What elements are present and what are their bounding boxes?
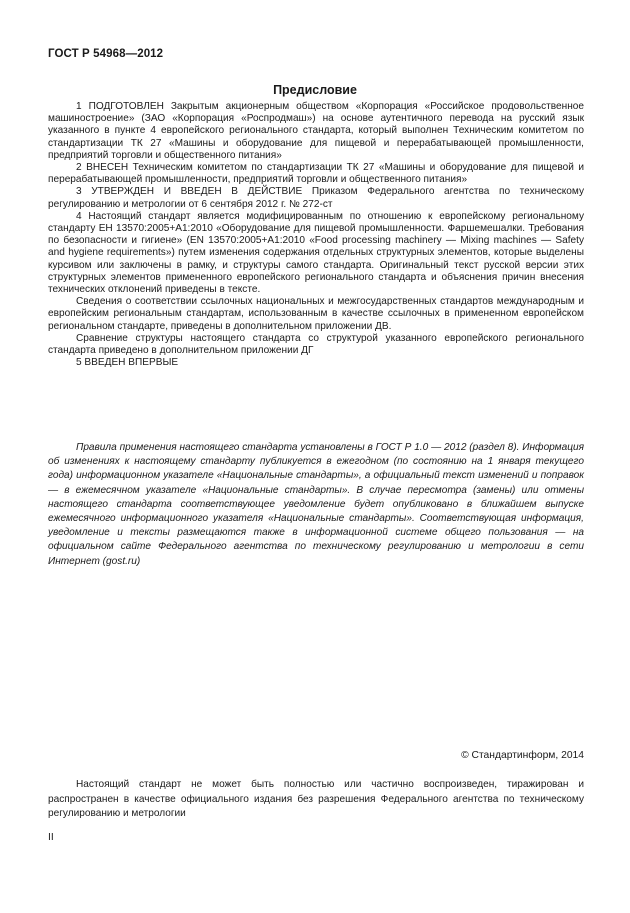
copyright-line: © Стандартинформ, 2014 bbox=[461, 750, 584, 761]
preface-body bbox=[48, 101, 584, 369]
legal-notice bbox=[48, 778, 584, 822]
preface-item-1: 1 ПОДГОТОВЛЕН Закрытым акционерным обществом «Корпорация «Российское продовольственное машиностроение» (ЗАО «Корпорация «Роспродмаш») на основе аутентичного перевода на русский язык указанного в пункте 4 европейского регионального стандарта, который выполнен Техническим комитетом по стандартизации ТК 27 «Машины и оборудование для пищевой и перерабатывающей промышленности, предприятий торговли и общественного питания» bbox=[48, 101, 584, 161]
preface-item-5: 5 ВВЕДЕН ВПЕРВЫЕ bbox=[76, 357, 179, 369]
page-title: Предисловие bbox=[273, 83, 357, 97]
preface-item-4-references: Сведения о соответствии ссылочных национальных и межгосударственных стандартов международным и европейским региональным стандартам, использованным в качестве ссылочных в примененном европейском региональном стандарте, приведены в дополнительном приложении ДВ. bbox=[48, 296, 584, 332]
notice-paragraph: Правила применения настоящего стандарта установлены в ГОСТ Р 1.0 — 2012 (раздел 8). Информация об изменениях к настоящему стандарту публикуется в ежегодном (по состоянию на 1 января текущего года) информационном указателе «Национальные стандарты», а официальный текст изменений и поправок — в ежемесячном указателе «Национальные стандарты». В случае пересмотра (замены) или отмены настоящего стандарта соответствующее уведомление будет опубликовано в ближайшем выпуске ежемесячного информационного указателя «Национальные стандарты». Соответствующая информация, уведомление и тексты размещаются также в информационной системе общего пользования — на официальном сайте Федерального агентства по техническому регулированию и метрологии в сети Интернет (gost.ru) bbox=[48, 442, 584, 567]
application-rules-notice bbox=[48, 441, 584, 569]
page-number: II bbox=[48, 832, 54, 843]
legal-paragraph: Настоящий стандарт не может быть полностью или частично воспроизведен, тиражирован и распространен в качестве официального издания без разрешения Федерального агентства по техническому регулированию и метрологии bbox=[48, 779, 584, 820]
preface-item-4: 4 Настоящий стандарт является модифицированным по отношению к европейскому региональному стандарту ЕН 13570:2005+А1:2010 «Оборудование для пищевой промышленности. Фаршемешалки. Требования по безопасности и гигиене» (EN 13570:2005+A1:2010 «Food processing machinery — Mixing machines — Safety and hygiene requirements») путем изменения содержания отдельных структурных элементов, которые выделены курсивом или заключены в рамку, и структуры самого стандарта. Оригинальный текст русской версии этих структурных элементов примененного европейского регионального стандарта и объяснения причин внесения технических отклонений приведены в тексте. bbox=[48, 210, 584, 296]
preface-item-4-structure: Сравнение структуры настоящего стандарта со структурой указанного европейского регионального стандарта приведено в дополнительном приложении ДГ bbox=[48, 332, 584, 357]
standard-code-header: ГОСТ Р 54968—2012 bbox=[48, 48, 164, 60]
preface-item-2: 2 ВНЕСЕН Техническим комитетом по стандартизации ТК 27 «Машины и оборудование для пищевой и перерабатывающей промышленности, предприятий торговли и общественного питания» bbox=[48, 162, 584, 186]
preface-item-3: 3 УТВЕРЖДЕН И ВВЕДЕН В ДЕЙСТВИЕ Приказом Федерального агентства по техническому регулированию и метрологии от 6 сентября 2012 г. № 272-ст bbox=[48, 186, 584, 210]
